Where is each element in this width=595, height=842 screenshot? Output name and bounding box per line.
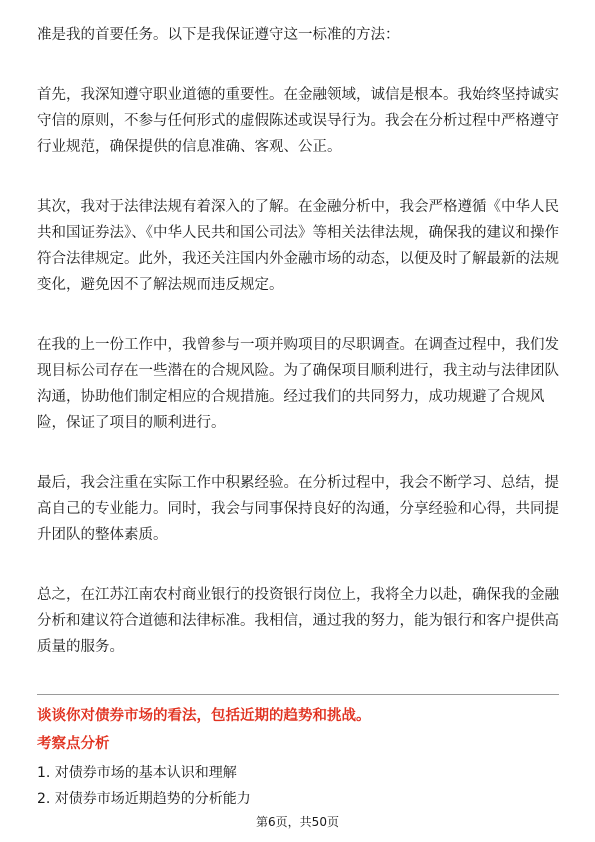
analysis-heading: 考察点分析 [37, 736, 110, 752]
analysis-point: 2. 对债券市场近期趋势的分析能力 [37, 791, 251, 807]
interview-question: 谈谈你对债券市场的看法，包括近期的趋势和挑战。 [37, 708, 371, 724]
paragraph-intro: 准是我的首要任务。以下是我保证遵守这一标准的方法： [37, 27, 400, 43]
paragraph-conclusion: 总之，在江苏江南农村商业银行的投资银行岗位上，我将全力以赴，确保我的金融分析和建议符合道德和法律标准。我相信，通过我的努力，能为银行和客户提供高质量的服务。 [37, 587, 559, 655]
paragraph-law: 其次，我对于法律法规有着深入的了解。在金融分析中，我会严格遵循《中华人民共和国证券法》、《中华人民共和国公司法》等相关法律法规，确保我的建议和操作符合法律规定。此外，我还关注国内外金融市场的动态，以便及时了解最新的法规变化，避免因不了解法规而违反规定。 [37, 199, 559, 293]
answer-body [37, 22, 559, 660]
analysis-points-list [37, 760, 251, 812]
paragraph-experience: 在我的上一份工作中，我曾参与一项并购项目的尽职调查。在调查过程中，我们发现目标公司存在一些潜在的合规风险。为了确保项目顺利进行，我主动与法律团队沟通，协助他们制定相应的合规措施。经过我们的共同努力，成功规避了合规风险，保证了项目的顺利进行。 [37, 337, 559, 431]
paragraph-ethics: 首先，我深知遵守职业道德的重要性。在金融领域，诚信是根本。我始终坚持诚实守信的原则，不参与任何形式的虚假陈述或误导行为。我会在分析过程中严格遵守行业规范，确保提供的信息准确、客观、公正。 [37, 87, 559, 155]
analysis-point: 1. 对债券市场的基本认识和理解 [37, 765, 237, 781]
section-divider [37, 694, 559, 695]
page-number: 第6页，共50页 [256, 815, 339, 829]
paragraph-learning: 最后，我会注重在实际工作中积累经验。在分析过程中，我会不断学习、总结，提高自己的专业能力。同时，我会与同事保持良好的沟通，分享经验和心得，共同提升团队的整体素质。 [37, 475, 559, 543]
